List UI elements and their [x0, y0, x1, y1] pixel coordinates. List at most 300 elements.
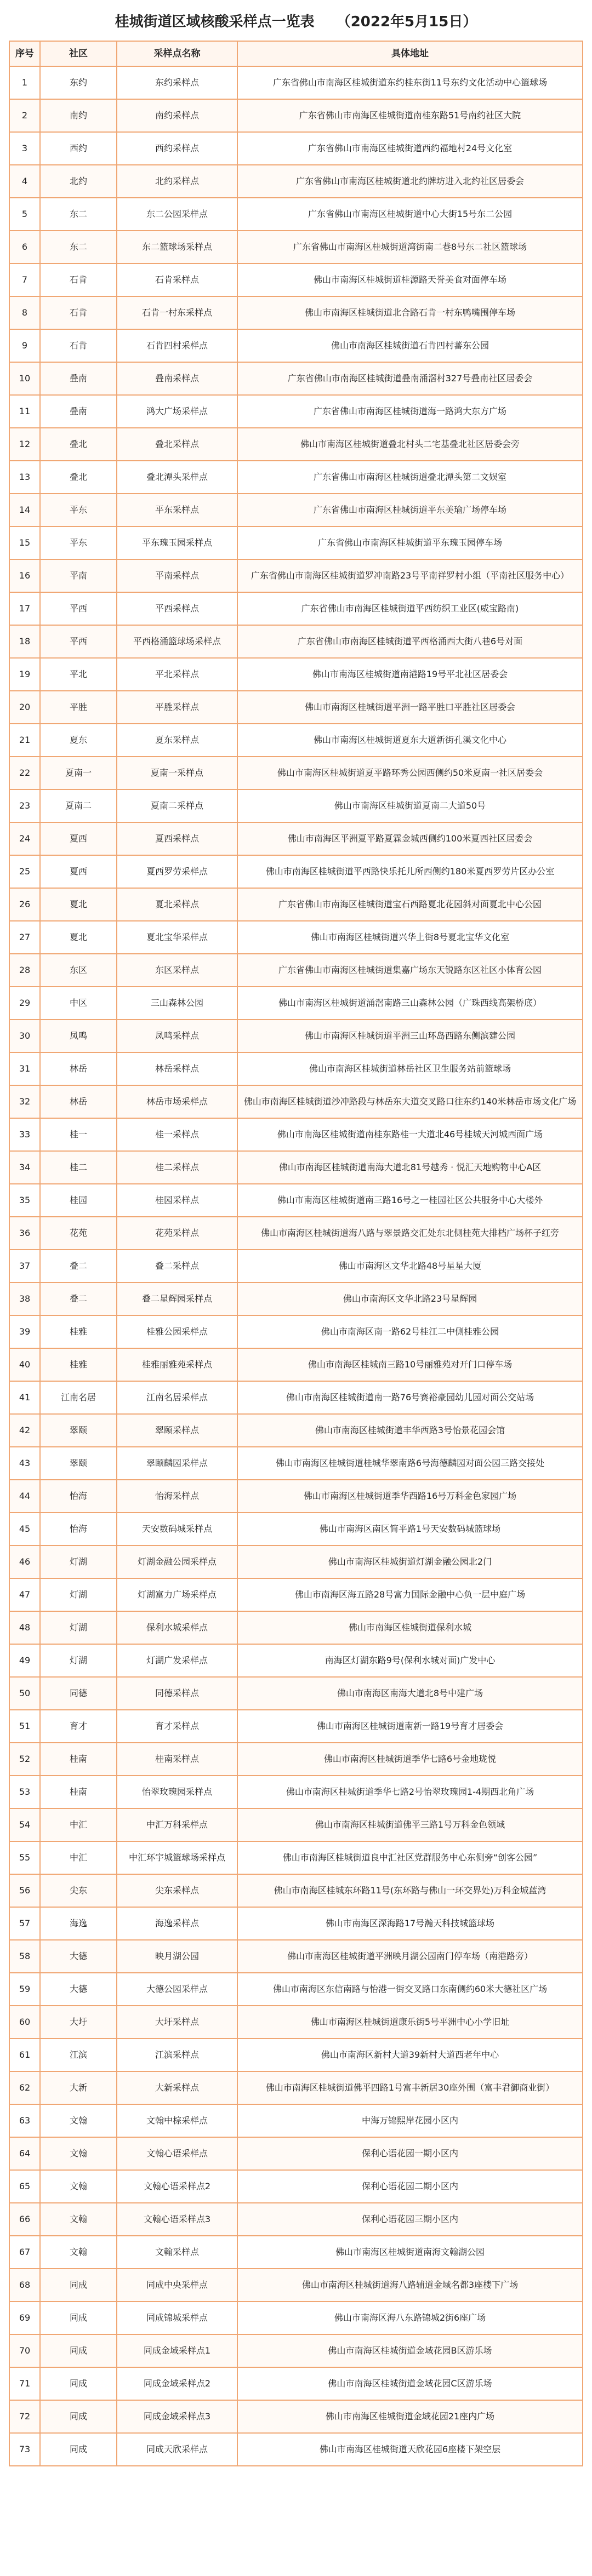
community-cell: 平东 [40, 526, 117, 559]
community-cell: 东区 [40, 954, 117, 987]
row-number-cell: 6 [9, 231, 40, 264]
row-number-cell: 58 [9, 1940, 40, 1973]
row-number-cell: 1 [9, 66, 40, 99]
table-row [9, 1710, 583, 1743]
table-row [9, 592, 583, 625]
address-cell: 佛山市南海区桂城街道林岳社区卫生服务站前篮球场 [237, 1052, 583, 1085]
address-cell: 广东省佛山市南海区桂城街道平东美瑜广场停车场 [237, 494, 583, 526]
row-number-cell: 33 [9, 1118, 40, 1151]
site-name-cell: 平南采样点 [117, 559, 237, 592]
community-cell: 海逸 [40, 1907, 117, 1940]
table-row [9, 461, 583, 494]
site-name-cell: 凤鸣采样点 [117, 1020, 237, 1052]
table-row [9, 1118, 583, 1151]
address-cell: 佛山市南海区桂城街道康乐街5号平洲中心小学旧址 [237, 2006, 583, 2039]
table-row [9, 1480, 583, 1513]
community-cell: 大德 [40, 1973, 117, 2006]
table-row [9, 1578, 583, 1611]
site-name-cell: 灯湖富力广场采样点 [117, 1578, 237, 1611]
table-row [9, 822, 583, 855]
community-cell: 南约 [40, 99, 117, 132]
address-cell: 广东省佛山市南海区桂城街道平西格涌西大街八巷6号对面 [237, 625, 583, 658]
table-row [9, 165, 583, 198]
row-number-cell: 25 [9, 855, 40, 888]
site-name-cell: 文翰心语采样点2 [117, 2170, 237, 2203]
row-number-cell: 53 [9, 1776, 40, 1808]
address-cell: 佛山市南海区桂城街道南一路76号赛裕豪园幼儿园对面公交站场 [237, 1381, 583, 1414]
table-row [9, 1611, 583, 1644]
community-cell: 翠颐 [40, 1414, 117, 1447]
site-name-cell: 夏西采样点 [117, 822, 237, 855]
table-row [9, 2236, 583, 2269]
site-name-cell: 同成天欣采样点 [117, 2433, 237, 2466]
community-cell: 灯湖 [40, 1545, 117, 1578]
row-number-cell: 30 [9, 1020, 40, 1052]
table-row [9, 1283, 583, 1315]
community-cell: 夏南一 [40, 757, 117, 789]
community-cell: 东二 [40, 198, 117, 231]
community-cell: 同成 [40, 2433, 117, 2466]
community-cell: 文翰 [40, 2203, 117, 2236]
row-number-cell: 59 [9, 1973, 40, 2006]
address-cell: 佛山市南海区桂城街道佛平四路1号富丰新居30座外围（富丰君御商业街） [237, 2071, 583, 2104]
table-row [9, 1447, 583, 1480]
site-name-cell: 石肯采样点 [117, 264, 237, 296]
community-cell: 花苑 [40, 1217, 117, 1250]
row-number-cell: 42 [9, 1414, 40, 1447]
site-name-cell: 平胜采样点 [117, 691, 237, 724]
site-name-cell: 东区采样点 [117, 954, 237, 987]
address-cell: 佛山市南海区桂城街道石肯四村蕃东公园 [237, 329, 583, 362]
row-number-cell: 68 [9, 2269, 40, 2302]
column-header-address: 具体地址 [237, 41, 583, 66]
table-row [9, 66, 583, 99]
community-cell: 北约 [40, 165, 117, 198]
address-cell: 佛山市南海区桂城街道季华七路2号怡翠玫瑰园1-4期西北角广场 [237, 1776, 583, 1808]
table-row [9, 329, 583, 362]
community-cell: 平西 [40, 592, 117, 625]
community-cell: 凤鸣 [40, 1020, 117, 1052]
address-cell: 佛山市南海区桂城街道季华七路6号金地珑悦 [237, 1743, 583, 1776]
address-cell: 佛山市南海区桂城南三路10号丽雅苑对开门口停车场 [237, 1348, 583, 1381]
sampling-sites-table [9, 41, 583, 2466]
table-row [9, 1348, 583, 1381]
table-row [9, 1381, 583, 1414]
row-number-cell: 34 [9, 1151, 40, 1184]
row-number-cell: 49 [9, 1644, 40, 1677]
table-row [9, 1776, 583, 1808]
row-number-cell: 4 [9, 165, 40, 198]
table-row [9, 264, 583, 296]
address-cell: 广东省佛山市南海区桂城街道海一路鸿大东方广场 [237, 395, 583, 428]
table-row [9, 1052, 583, 1085]
address-cell: 广东省佛山市南海区桂城街道西约福地村24号文化室 [237, 132, 583, 165]
address-cell: 佛山市南海区桂城街道桂城华翠南路6号海德麟园对面公园三路交接处 [237, 1447, 583, 1480]
page-title [9, 0, 583, 41]
site-name-cell: 平西格涌篮球场采样点 [117, 625, 237, 658]
site-name-cell: 同成金域采样点1 [117, 2334, 237, 2367]
community-cell: 同成 [40, 2367, 117, 2400]
row-number-cell: 5 [9, 198, 40, 231]
address-cell: 佛山市南海区桂城街道金域花园21座内广场 [237, 2400, 583, 2433]
row-number-cell: 66 [9, 2203, 40, 2236]
table-row [9, 559, 583, 592]
table-row [9, 1315, 583, 1348]
row-number-cell: 38 [9, 1283, 40, 1315]
row-number-cell: 7 [9, 264, 40, 296]
community-cell: 大德 [40, 1940, 117, 1973]
site-name-cell: 叠北潭头采样点 [117, 461, 237, 494]
community-cell: 灯湖 [40, 1611, 117, 1644]
table-row [9, 1907, 583, 1940]
row-number-cell: 22 [9, 757, 40, 789]
community-cell: 夏北 [40, 888, 117, 921]
community-cell: 夏南二 [40, 789, 117, 822]
community-cell: 桂南 [40, 1776, 117, 1808]
table-row [9, 2433, 583, 2466]
address-cell: 佛山市南海区桂城街道季华西路16号万科金色家园广场 [237, 1480, 583, 1513]
site-name-cell: 同成中央采样点 [117, 2269, 237, 2302]
site-name-cell: 翠颐采样点 [117, 1414, 237, 1447]
address-cell: 佛山市南海区桂城街道平洲映月湖公园南门停车场（南港路旁） [237, 1940, 583, 1973]
address-cell: 广东省佛山市南海区桂城街道罗冲南路23号平南祥罗村小组（平南社区服务中心） [237, 559, 583, 592]
table-row [9, 362, 583, 395]
site-name-cell: 江南名居采样点 [117, 1381, 237, 1414]
row-number-cell: 73 [9, 2433, 40, 2466]
row-number-cell: 41 [9, 1381, 40, 1414]
row-number-cell: 11 [9, 395, 40, 428]
address-cell: 保利心语花园二期小区内 [237, 2170, 583, 2203]
table-row [9, 1743, 583, 1776]
site-name-cell: 映月湖公园 [117, 1940, 237, 1973]
site-name-cell: 翠颐麟园采样点 [117, 1447, 237, 1480]
site-name-cell: 桂二采样点 [117, 1151, 237, 1184]
table-row [9, 757, 583, 789]
community-cell: 文翰 [40, 2170, 117, 2203]
community-cell: 叠北 [40, 428, 117, 461]
row-number-cell: 26 [9, 888, 40, 921]
table-header-row [9, 41, 583, 66]
address-cell: 保利心语花园三期小区内 [237, 2203, 583, 2236]
community-cell: 林岳 [40, 1052, 117, 1085]
community-cell: 东二 [40, 231, 117, 264]
table-row [9, 2104, 583, 2137]
community-cell: 桂雅 [40, 1348, 117, 1381]
community-cell: 中区 [40, 987, 117, 1020]
table-row [9, 2203, 583, 2236]
site-name-cell: 石肯一村东采样点 [117, 296, 237, 329]
community-cell: 江南名居 [40, 1381, 117, 1414]
site-name-cell: 西约采样点 [117, 132, 237, 165]
community-cell: 平胜 [40, 691, 117, 724]
table-row [9, 2006, 583, 2039]
site-name-cell: 夏东采样点 [117, 724, 237, 757]
address-cell: 佛山市南海区南一路62号桂江二中侧桂雅公园 [237, 1315, 583, 1348]
table-row [9, 198, 583, 231]
table-row [9, 1184, 583, 1217]
row-number-cell: 10 [9, 362, 40, 395]
table-row [9, 1085, 583, 1118]
row-number-cell: 20 [9, 691, 40, 724]
community-cell: 同成 [40, 2400, 117, 2433]
row-number-cell: 71 [9, 2367, 40, 2400]
table-row [9, 1808, 583, 1841]
site-name-cell: 文翰心语采样点3 [117, 2203, 237, 2236]
row-number-cell: 43 [9, 1447, 40, 1480]
address-cell: 佛山市南海区南区简平路1号天安数码城篮球场 [237, 1513, 583, 1545]
row-number-cell: 13 [9, 461, 40, 494]
community-cell: 林岳 [40, 1085, 117, 1118]
row-number-cell: 36 [9, 1217, 40, 1250]
table-row [9, 1677, 583, 1710]
address-cell: 佛山市南海区东信南路与怡港一街交叉路口东南侧约60米大德社区广场 [237, 1973, 583, 2006]
address-cell: 佛山市南海区桂城街道北合路石肯一村东鸭嘴围停车场 [237, 296, 583, 329]
site-name-cell: 同成金域采样点3 [117, 2400, 237, 2433]
table-row [9, 2269, 583, 2302]
row-number-cell: 28 [9, 954, 40, 987]
title-text: 桂城街道区域核酸采样点一览表 [115, 13, 315, 30]
site-name-cell: 桂一采样点 [117, 1118, 237, 1151]
community-cell: 夏东 [40, 724, 117, 757]
table-row [9, 2137, 583, 2170]
community-cell: 叠南 [40, 362, 117, 395]
address-cell: 广东省佛山市南海区桂城街道中心大街15号东二公园 [237, 198, 583, 231]
community-cell: 中汇 [40, 1808, 117, 1841]
row-number-cell: 48 [9, 1611, 40, 1644]
community-cell: 同成 [40, 2302, 117, 2334]
address-cell: 中海万锦熙岸花园小区内 [237, 2104, 583, 2137]
address-cell: 佛山市南海区南海大道北8号中建广场 [237, 1677, 583, 1710]
site-name-cell: 夏北宝华采样点 [117, 921, 237, 954]
site-name-cell: 灯湖金融公园采样点 [117, 1545, 237, 1578]
address-cell: 佛山市南海区海五路28号富力国际金融中心负一层中庭广场 [237, 1578, 583, 1611]
site-name-cell: 中汇万科采样点 [117, 1808, 237, 1841]
row-number-cell: 55 [9, 1841, 40, 1874]
row-number-cell: 14 [9, 494, 40, 526]
community-cell: 尖东 [40, 1874, 117, 1907]
address-cell: 佛山市南海区桂城街道金域花园B区游乐场 [237, 2334, 583, 2367]
table-row [9, 1414, 583, 1447]
table-row [9, 2071, 583, 2104]
address-cell: 佛山市南海区桂城街道保利水城 [237, 1611, 583, 1644]
table-row [9, 2302, 583, 2334]
address-cell: 佛山市南海区桂城街道南海大道北81号越秀 · 悦汇天地购物中心A区 [237, 1151, 583, 1184]
row-number-cell: 57 [9, 1907, 40, 1940]
site-name-cell: 桂南采样点 [117, 1743, 237, 1776]
community-cell: 怡海 [40, 1480, 117, 1513]
community-cell: 同成 [40, 2334, 117, 2367]
address-cell: 广东省佛山市南海区桂城街道平西纺织工业区(威宝路南) [237, 592, 583, 625]
row-number-cell: 47 [9, 1578, 40, 1611]
site-name-cell: 怡海采样点 [117, 1480, 237, 1513]
community-cell: 桂雅 [40, 1315, 117, 1348]
address-cell: 广东省佛山市南海区桂城街道东约桂东街11号东约文化活动中心篮球场 [237, 66, 583, 99]
row-number-cell: 31 [9, 1052, 40, 1085]
table-row [9, 987, 583, 1020]
table-row [9, 2170, 583, 2203]
row-number-cell: 8 [9, 296, 40, 329]
row-number-cell: 21 [9, 724, 40, 757]
table-row [9, 1151, 583, 1184]
table-row [9, 296, 583, 329]
table-row [9, 526, 583, 559]
address-cell: 广东省佛山市南海区桂城街道集嘉广场东天锐路东区社区小体育公园 [237, 954, 583, 987]
site-name-cell: 平东采样点 [117, 494, 237, 526]
site-name-cell: 平东瑰玉园采样点 [117, 526, 237, 559]
row-number-cell: 63 [9, 2104, 40, 2137]
row-number-cell: 16 [9, 559, 40, 592]
site-name-cell: 东二篮球场采样点 [117, 231, 237, 264]
community-cell: 西约 [40, 132, 117, 165]
site-name-cell: 东二公园采样点 [117, 198, 237, 231]
table-row [9, 1217, 583, 1250]
address-cell: 佛山市南海区桂城街道南桂东路桂一大道北46号桂城天河城西面广场 [237, 1118, 583, 1151]
row-number-cell: 39 [9, 1315, 40, 1348]
address-cell: 佛山市南海区文华北路23号星辉园 [237, 1283, 583, 1315]
table-row [9, 494, 583, 526]
site-name-cell: 大德公园采样点 [117, 1973, 237, 2006]
site-name-cell: 叠北采样点 [117, 428, 237, 461]
address-cell: 佛山市南海区桂城街道叠北村头二宅基叠北社区居委会旁 [237, 428, 583, 461]
community-cell: 东约 [40, 66, 117, 99]
table-row [9, 2400, 583, 2433]
site-name-cell: 东约采样点 [117, 66, 237, 99]
row-number-cell: 60 [9, 2006, 40, 2039]
community-cell: 文翰 [40, 2137, 117, 2170]
site-name-cell: 天安数码城采样点 [117, 1513, 237, 1545]
address-cell: 广东省佛山市南海区桂城街道叠南涌滘村327号叠南社区居委会 [237, 362, 583, 395]
community-cell: 中汇 [40, 1841, 117, 1874]
column-header-no: 序号 [9, 41, 40, 66]
row-number-cell: 69 [9, 2302, 40, 2334]
community-cell: 桂一 [40, 1118, 117, 1151]
address-cell: 广东省佛山市南海区桂城街道南桂东路51号南约社区大院 [237, 99, 583, 132]
address-cell: 佛山市南海区桂城街道桂源路天誉美食对面停车场 [237, 264, 583, 296]
site-name-cell: 北约采样点 [117, 165, 237, 198]
community-cell: 大圩 [40, 2006, 117, 2039]
community-cell: 灯湖 [40, 1644, 117, 1677]
row-number-cell: 9 [9, 329, 40, 362]
row-number-cell: 12 [9, 428, 40, 461]
row-number-cell: 29 [9, 987, 40, 1020]
address-cell: 佛山市南海区桂城街道沙冲路段与林岳东大道交叉路口往东约140米林岳市场文化广场 [237, 1085, 583, 1118]
address-cell: 佛山市南海区平洲夏平路夏霖金城西侧约100米夏西社区居委会 [237, 822, 583, 855]
table-row [9, 395, 583, 428]
site-name-cell: 鸿大广场采样点 [117, 395, 237, 428]
community-cell: 夏北 [40, 921, 117, 954]
address-cell: 广东省佛山市南海区桂城街道宝石西路夏北花园斜对面夏北中心公园 [237, 888, 583, 921]
address-cell: 广东省佛山市南海区桂城街道平东瑰玉园停车场 [237, 526, 583, 559]
table-row [9, 2039, 583, 2071]
site-name-cell: 同成锦城采样点 [117, 2302, 237, 2334]
row-number-cell: 62 [9, 2071, 40, 2104]
address-cell: 佛山市南海区桂城街道夏平路环秀公园西侧约50米夏南一社区居委会 [237, 757, 583, 789]
row-number-cell: 17 [9, 592, 40, 625]
address-cell: 佛山市南海区桂城街道南海文翰湖公园 [237, 2236, 583, 2269]
site-name-cell: 三山森林公园 [117, 987, 237, 1020]
site-name-cell: 夏南二采样点 [117, 789, 237, 822]
table-row [9, 1250, 583, 1283]
community-cell: 叠二 [40, 1283, 117, 1315]
community-cell: 江滨 [40, 2039, 117, 2071]
table-row [9, 691, 583, 724]
address-cell: 广东省佛山市南海区桂城街道北约牌坊进入北约社区居委会 [237, 165, 583, 198]
table-row [9, 2334, 583, 2367]
table-row [9, 2367, 583, 2400]
community-cell: 石肯 [40, 264, 117, 296]
table-row [9, 954, 583, 987]
row-number-cell: 40 [9, 1348, 40, 1381]
site-name-cell: 怡翠玫瑰园采样点 [117, 1776, 237, 1808]
row-number-cell: 50 [9, 1677, 40, 1710]
table-row [9, 888, 583, 921]
site-name-cell: 林岳采样点 [117, 1052, 237, 1085]
table-row [9, 132, 583, 165]
address-cell: 佛山市南海区桂城街道夏东大道新街孔溪文化中心 [237, 724, 583, 757]
site-name-cell: 桂雅公园采样点 [117, 1315, 237, 1348]
table-row [9, 428, 583, 461]
address-cell: 佛山市南海区深海路17号瀚天科技城篮球场 [237, 1907, 583, 1940]
row-number-cell: 19 [9, 658, 40, 691]
address-cell: 佛山市南海区海八东路锦城2街6座广场 [237, 2302, 583, 2334]
table-row [9, 789, 583, 822]
community-cell: 同德 [40, 1677, 117, 1710]
site-name-cell: 同德采样点 [117, 1677, 237, 1710]
row-number-cell: 54 [9, 1808, 40, 1841]
row-number-cell: 44 [9, 1480, 40, 1513]
address-cell: 佛山市南海区桂城街道夏南二大道50号 [237, 789, 583, 822]
address-cell: 佛山市南海区桂城街道海八路与翠景路交汇处东北侧桂苑大排档广场杯子红旁 [237, 1217, 583, 1250]
site-name-cell: 夏西罗劳采样点 [117, 855, 237, 888]
community-cell: 灯湖 [40, 1578, 117, 1611]
site-name-cell: 叠南采样点 [117, 362, 237, 395]
community-cell: 叠二 [40, 1250, 117, 1283]
site-name-cell: 尖东采样点 [117, 1874, 237, 1907]
community-cell: 石肯 [40, 329, 117, 362]
community-cell: 大新 [40, 2071, 117, 2104]
community-cell: 桂二 [40, 1151, 117, 1184]
site-name-cell: 育才采样点 [117, 1710, 237, 1743]
row-number-cell: 2 [9, 99, 40, 132]
address-cell: 佛山市南海区桂城街道金域花园C区游乐场 [237, 2367, 583, 2400]
address-cell: 广东省佛山市南海区桂城街道湾街南二巷8号东二社区篮球场 [237, 231, 583, 264]
community-cell: 怡海 [40, 1513, 117, 1545]
community-cell: 叠南 [40, 395, 117, 428]
address-cell: 佛山市南海区桂城街道兴华上街8号夏北宝华文化室 [237, 921, 583, 954]
site-name-cell: 文翰心语采样点 [117, 2137, 237, 2170]
site-name-cell: 海逸采样点 [117, 1907, 237, 1940]
site-name-cell: 叠二采样点 [117, 1250, 237, 1283]
community-cell: 平东 [40, 494, 117, 526]
row-number-cell: 46 [9, 1545, 40, 1578]
column-header-site-name: 采样点名称 [117, 41, 237, 66]
site-name-cell: 江滨采样点 [117, 2039, 237, 2071]
site-name-cell: 平北采样点 [117, 658, 237, 691]
site-name-cell: 石肯四村采样点 [117, 329, 237, 362]
address-cell: 佛山市南海区桂城街道南新一路19号育才居委会 [237, 1710, 583, 1743]
community-cell: 桂园 [40, 1184, 117, 1217]
row-number-cell: 61 [9, 2039, 40, 2071]
address-cell: 佛山市南海区桂城街道平西路快乐托儿所西侧约180米夏西罗劳片区办公室 [237, 855, 583, 888]
row-number-cell: 32 [9, 1085, 40, 1118]
table-row [9, 1973, 583, 2006]
row-number-cell: 24 [9, 822, 40, 855]
site-name-cell: 桂园采样点 [117, 1184, 237, 1217]
community-cell: 翠颐 [40, 1447, 117, 1480]
table-body [9, 66, 583, 2466]
row-number-cell: 65 [9, 2170, 40, 2203]
address-cell: 佛山市南海区桂城街道平洲一路平胜口平胜社区居委会 [237, 691, 583, 724]
